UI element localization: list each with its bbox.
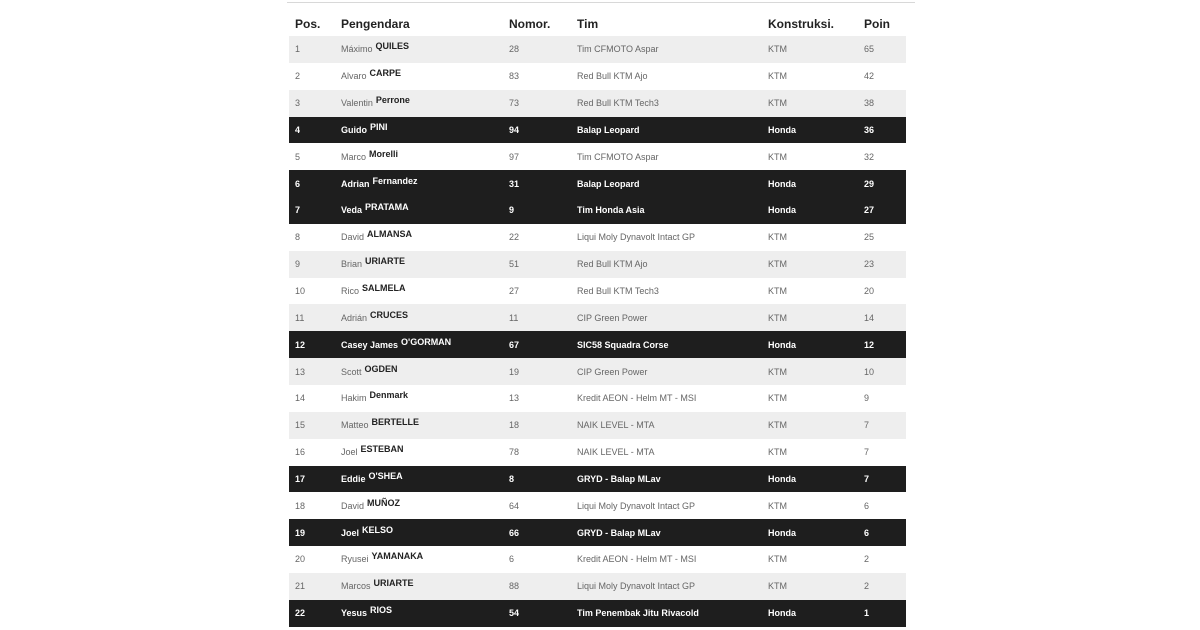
cell-constructor: KTM: [762, 224, 858, 251]
cell-points: 12: [858, 331, 906, 358]
cell-pos: 16: [289, 439, 335, 466]
rider-first-name: Yesus: [341, 608, 368, 619]
cell-constructor: Honda: [762, 331, 858, 358]
header-rider: Pengendara: [341, 17, 410, 31]
cell-points: 27: [858, 197, 906, 224]
cell-points: 65: [858, 36, 906, 63]
cell-points: 1: [858, 600, 906, 627]
rider-first-name: David: [341, 500, 365, 511]
cell-rider: [335, 63, 503, 90]
cell-number: 18: [503, 412, 571, 439]
cell-rider: [335, 385, 503, 412]
cell-constructor: KTM: [762, 63, 858, 90]
rider-first-name: Joel: [341, 527, 360, 538]
cell-rider: [335, 519, 503, 546]
rider-first-name: Eddie: [341, 473, 366, 484]
rider-last-name: O'SHEA: [368, 470, 403, 481]
header-row: [289, 12, 906, 36]
rider-last-name: MUÑOZ: [367, 497, 401, 508]
table-row: [289, 600, 906, 627]
cell-team: Tim Penembak Jitu Rivacold: [571, 600, 762, 627]
cell-number: 78: [503, 439, 571, 466]
rider-last-name: O'GORMAN: [401, 336, 452, 347]
cell-rider: [335, 331, 503, 358]
cell-points: 14: [858, 304, 906, 331]
header-team: Tim: [577, 17, 599, 31]
table-row: [289, 63, 906, 90]
cell-rider: [335, 492, 503, 519]
cell-team: Red Bull KTM Ajo: [571, 251, 762, 278]
cell-pos: 20: [289, 546, 335, 573]
cell-points: 29: [858, 170, 906, 197]
cell-points: 23: [858, 251, 906, 278]
cell-rider: [335, 197, 503, 224]
cell-constructor: KTM: [762, 36, 858, 63]
cell-constructor: KTM: [762, 304, 858, 331]
table-row: [289, 331, 906, 358]
cell-points: 25: [858, 224, 906, 251]
rider-last-name: URIARTE: [373, 578, 414, 589]
cell-number: 67: [503, 331, 571, 358]
cell-rider: [335, 90, 503, 117]
cell-points: 6: [858, 492, 906, 519]
header-pos: Pos.: [295, 17, 321, 31]
cell-number: 94: [503, 117, 571, 144]
cell-points: 38: [858, 90, 906, 117]
cell-number: 8: [503, 466, 571, 493]
cell-number: 22: [503, 224, 571, 251]
cell-rider: [335, 546, 503, 573]
cell-constructor: KTM: [762, 143, 858, 170]
cell-pos: 21: [289, 573, 335, 600]
table-body: [289, 36, 906, 627]
cell-pos: 8: [289, 224, 335, 251]
rider-last-name: QUILES: [375, 41, 410, 52]
cell-pos: 14: [289, 385, 335, 412]
rider-last-name: YAMANAKA: [371, 551, 424, 562]
cell-number: 64: [503, 492, 571, 519]
cell-pos: 17: [289, 466, 335, 493]
cell-number: 83: [503, 63, 571, 90]
cell-pos: 12: [289, 331, 335, 358]
cell-pos: 15: [289, 412, 335, 439]
cell-team: Liqui Moly Dynavolt Intact GP: [571, 573, 762, 600]
cell-number: 66: [503, 519, 571, 546]
table-row: [289, 224, 906, 251]
cell-points: 10: [858, 358, 906, 385]
cell-team: Tim CFMOTO Aspar: [571, 36, 762, 63]
rider-last-name: PRATAMA: [365, 202, 409, 213]
cell-constructor: KTM: [762, 439, 858, 466]
cell-rider: [335, 36, 503, 63]
cell-points: 32: [858, 143, 906, 170]
table-row: [289, 439, 906, 466]
rider-last-name: CARPE: [369, 68, 402, 79]
table-row: [289, 519, 906, 546]
cell-team: Balap Leopard: [571, 117, 762, 144]
top-divider: [287, 2, 915, 3]
cell-team: GRYD - Balap MLav: [571, 519, 762, 546]
cell-rider: [335, 304, 503, 331]
cell-number: 13: [503, 385, 571, 412]
cell-constructor: KTM: [762, 546, 858, 573]
cell-pos: 5: [289, 143, 335, 170]
cell-points: 7: [858, 466, 906, 493]
cell-team: GRYD - Balap MLav: [571, 466, 762, 493]
rider-first-name: Adrian: [341, 178, 370, 189]
cell-points: 20: [858, 278, 906, 305]
rider-last-name: BERTELLE: [371, 417, 420, 428]
cell-rider: [335, 358, 503, 385]
cell-pos: 11: [289, 304, 335, 331]
cell-rider: [335, 439, 503, 466]
header-points: Poin: [864, 17, 890, 31]
cell-constructor: Honda: [762, 170, 858, 197]
cell-team: Liqui Moly Dynavolt Intact GP: [571, 492, 762, 519]
table-row: [289, 278, 906, 305]
cell-constructor: KTM: [762, 492, 858, 519]
rider-first-name: Rico: [341, 286, 360, 297]
cell-pos: 6: [289, 170, 335, 197]
rider-first-name: Veda: [341, 205, 363, 216]
cell-pos: 4: [289, 117, 335, 144]
cell-rider: [335, 117, 503, 144]
table-row: [289, 412, 906, 439]
cell-team: SIC58 Squadra Corse: [571, 331, 762, 358]
cell-points: 36: [858, 117, 906, 144]
cell-number: 51: [503, 251, 571, 278]
table-header: [289, 12, 906, 36]
cell-constructor: Honda: [762, 117, 858, 144]
table-row: [289, 117, 906, 144]
cell-number: 73: [503, 90, 571, 117]
cell-team: CIP Green Power: [571, 304, 762, 331]
cell-pos: 1: [289, 36, 335, 63]
rider-last-name: Fernandez: [372, 175, 418, 186]
cell-number: 6: [503, 546, 571, 573]
rider-last-name: KELSO: [362, 524, 394, 535]
cell-points: 7: [858, 439, 906, 466]
cell-team: Kredit AEON - Helm MT - MSI: [571, 385, 762, 412]
cell-constructor: KTM: [762, 412, 858, 439]
table-row: [289, 466, 906, 493]
rider-first-name: Hakim: [341, 393, 367, 404]
rider-last-name: URIARTE: [365, 256, 406, 267]
table-row: [289, 304, 906, 331]
table-row: [289, 143, 906, 170]
cell-constructor: Honda: [762, 600, 858, 627]
rider-first-name: Guido: [341, 124, 367, 135]
cell-rider: [335, 251, 503, 278]
rider-first-name: Adrián: [341, 312, 368, 323]
cell-constructor: KTM: [762, 573, 858, 600]
table-row: [289, 358, 906, 385]
cell-number: 97: [503, 143, 571, 170]
cell-pos: 18: [289, 492, 335, 519]
cell-team: Tim CFMOTO Aspar: [571, 143, 762, 170]
cell-team: Balap Leopard: [571, 170, 762, 197]
rider-first-name: Joel: [341, 447, 358, 458]
cell-team: Liqui Moly Dynavolt Intact GP: [571, 224, 762, 251]
rider-first-name: Matteo: [341, 420, 369, 431]
cell-rider: [335, 170, 503, 197]
cell-pos: 13: [289, 358, 335, 385]
rider-first-name: Máximo: [341, 44, 373, 55]
rider-last-name: RIOS: [370, 605, 393, 616]
cell-number: 19: [503, 358, 571, 385]
rider-last-name: ALMANSA: [367, 229, 413, 240]
rider-last-name: SALMELA: [362, 283, 406, 294]
cell-number: 27: [503, 278, 571, 305]
cell-pos: 10: [289, 278, 335, 305]
cell-points: 2: [858, 573, 906, 600]
rider-first-name: Scott: [341, 366, 362, 377]
rider-first-name: Marcos: [341, 581, 371, 592]
rider-first-name: Brian: [341, 259, 363, 270]
cell-team: Red Bull KTM Tech3: [571, 278, 762, 305]
cell-points: 7: [858, 412, 906, 439]
standings-table: [289, 12, 906, 627]
cell-number: 31: [503, 170, 571, 197]
table-row: [289, 90, 906, 117]
cell-constructor: Honda: [762, 197, 858, 224]
rider-first-name: Marco: [341, 151, 367, 162]
cell-pos: 3: [289, 90, 335, 117]
cell-points: 6: [858, 519, 906, 546]
cell-points: 2: [858, 546, 906, 573]
rider-last-name: ESTEBAN: [360, 444, 404, 455]
cell-points: 9: [858, 385, 906, 412]
cell-constructor: Honda: [762, 519, 858, 546]
table-row: [289, 492, 906, 519]
cell-number: 11: [503, 304, 571, 331]
rider-first-name: Valentin: [341, 98, 373, 109]
cell-team: NAIK LEVEL - MTA: [571, 439, 762, 466]
cell-number: 54: [503, 600, 571, 627]
cell-pos: 19: [289, 519, 335, 546]
cell-number: 28: [503, 36, 571, 63]
cell-constructor: Honda: [762, 466, 858, 493]
table-row: [289, 385, 906, 412]
cell-team: CIP Green Power: [571, 358, 762, 385]
cell-team: Kredit AEON - Helm MT - MSI: [571, 546, 762, 573]
table-row: [289, 36, 906, 63]
table-row: [289, 546, 906, 573]
cell-constructor: KTM: [762, 358, 858, 385]
cell-number: 88: [503, 573, 571, 600]
cell-points: 42: [858, 63, 906, 90]
table-row: [289, 251, 906, 278]
rider-first-name: Alvaro: [341, 71, 367, 82]
cell-team: NAIK LEVEL - MTA: [571, 412, 762, 439]
cell-rider: [335, 412, 503, 439]
rider-first-name: David: [341, 232, 365, 243]
cell-rider: [335, 278, 503, 305]
cell-team: Red Bull KTM Ajo: [571, 63, 762, 90]
cell-constructor: KTM: [762, 90, 858, 117]
cell-team: Red Bull KTM Tech3: [571, 90, 762, 117]
cell-rider: [335, 143, 503, 170]
header-constructor: Konstruksi.: [768, 17, 835, 31]
cell-constructor: KTM: [762, 385, 858, 412]
cell-constructor: KTM: [762, 251, 858, 278]
cell-pos: 9: [289, 251, 335, 278]
rider-last-name: PINI: [370, 121, 388, 132]
table-row: [289, 170, 906, 197]
rider-last-name: Perrone: [375, 95, 410, 106]
cell-rider: [335, 600, 503, 627]
rider-first-name: Casey James: [341, 339, 399, 350]
cell-pos: 22: [289, 600, 335, 627]
rider-last-name: Morelli: [369, 148, 399, 159]
cell-pos: 7: [289, 197, 335, 224]
rider-first-name: Ryusei: [341, 554, 369, 565]
cell-pos: 2: [289, 63, 335, 90]
cell-rider: [335, 573, 503, 600]
rider-last-name: OGDEN: [364, 363, 398, 374]
table-row: [289, 573, 906, 600]
cell-number: 9: [503, 197, 571, 224]
cell-constructor: KTM: [762, 278, 858, 305]
rider-last-name: Denmark: [369, 390, 409, 401]
cell-team: Tim Honda Asia: [571, 197, 762, 224]
table-row: [289, 197, 906, 224]
cell-rider: [335, 224, 503, 251]
cell-rider: [335, 466, 503, 493]
header-number: Nomor.: [509, 17, 551, 31]
rider-last-name: CRUCES: [370, 309, 409, 320]
